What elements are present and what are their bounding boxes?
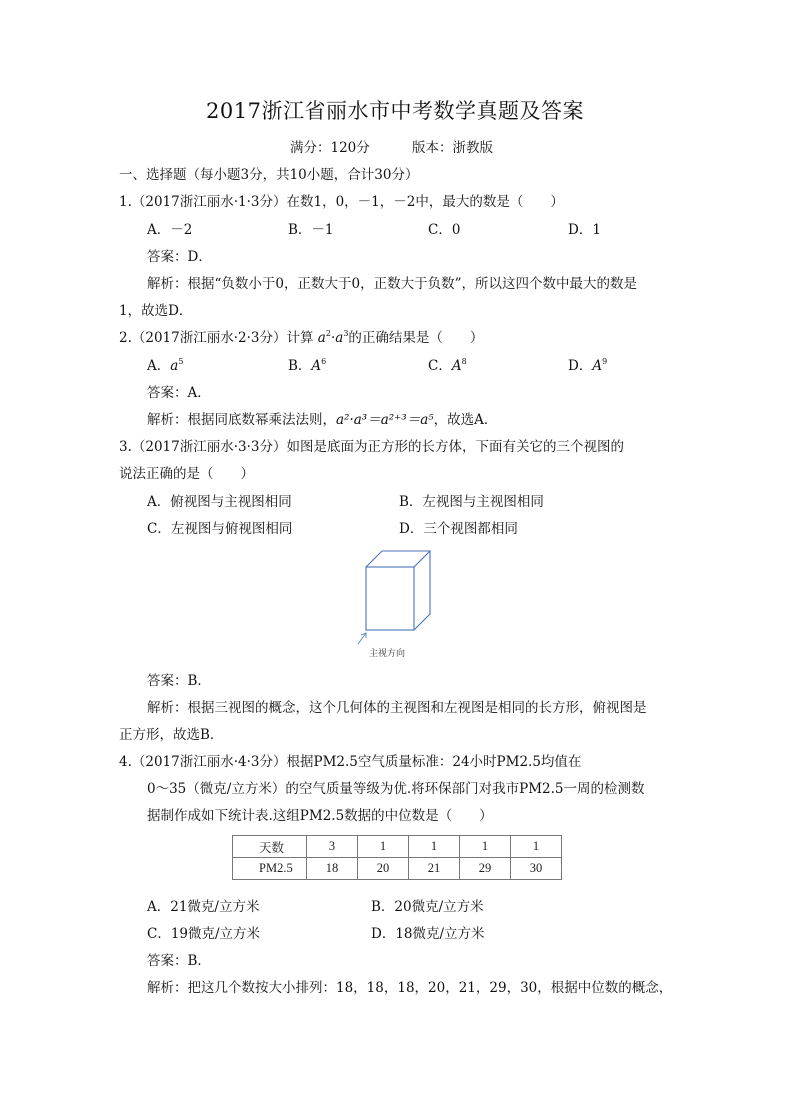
q4-option-d: D．18微克/立方米 [371, 926, 485, 942]
question-1-stem: 1.（2017浙江丽水·1·3分）在数1，0，－1，－2中，最大的数是（ ） [119, 194, 564, 210]
q2-option-c-var: A [451, 358, 462, 374]
q1-option-c: C．0 [428, 222, 461, 238]
view-direction-label: 主视方向 [369, 649, 406, 659]
table-cell: 30 [511, 858, 562, 880]
q2-option-a-var: a [170, 358, 179, 374]
cuboid-side-face [414, 551, 430, 630]
q2-expr-base-a: a [317, 330, 326, 346]
q2-expr-exp-1: 2 [325, 329, 331, 338]
table-row [233, 836, 562, 858]
q2-analysis-prefix: 解析：根据同底数幂乘法法则， [147, 412, 336, 428]
q1-analysis-line-1: 解析：根据“负数小于0，正数大于0，正数大于负数”，所以这四个数中最大的数是 [147, 276, 637, 292]
table-header-days: 天数 [233, 836, 307, 858]
question-4-stem-line-3: 据制作成如下统计表.这组PM2.5数据的中位数是（ ） [147, 808, 493, 824]
cuboid-figure [356, 547, 446, 647]
page-title: 2017浙江省丽水市中考数学真题及答案 [206, 99, 584, 123]
q1-option-d: D．1 [568, 222, 601, 238]
q2-option-a-exp: 5 [178, 357, 184, 366]
q2-option-b [288, 357, 326, 375]
version-info: 版本：浙教版 [412, 140, 493, 156]
q2-option-b-exp: 6 [321, 357, 327, 366]
q4-answer: 答案：B． [147, 953, 211, 969]
q1-option-a: A．－2 [147, 222, 193, 238]
q2-option-d-exp: 9 [602, 357, 608, 366]
q4-analysis-line-1: 解析：把这几个数按大小排列：18，18，18，20，21，29，30，根据中位数的概念， [147, 980, 673, 996]
section-heading: 一、选择题（每小题3分，共10小题，合计30分） [119, 167, 419, 183]
question-4-stem-line-2: 0～35（微克/立方米）的空气质量等级为优.将环保部门对我市PM2.5一周的检测数 [147, 781, 645, 797]
q4-option-a: A．21微克/立方米 [147, 899, 260, 915]
q3-option-d: D．三个视图都相同 [399, 521, 518, 537]
table-cell: 1 [460, 836, 511, 858]
q2-option-d-label: D． [568, 358, 593, 374]
q2-option-b-label: B． [288, 358, 312, 374]
q2-answer: 答案：A． [147, 385, 211, 401]
q4-option-c: C．19微克/立方米 [147, 926, 261, 942]
question-3-stem-line-1: 3.（2017浙江丽水·3·3分）如图是底面为正方形的长方体，下面有关它的三个视图的 [119, 439, 624, 455]
q3-analysis-line-1: 解析：根据三视图的概念，这个几何体的主视图和左视图是相同的长方形，俯视图是 [147, 700, 647, 716]
table-cell: 18 [307, 858, 358, 880]
q1-answer: 答案：D． [147, 249, 212, 265]
q2-option-c [428, 357, 467, 375]
q1-analysis-line-2: 1，故选D． [119, 303, 193, 319]
q3-option-b: B．左视图与主视图相同 [399, 494, 544, 510]
q2-analysis-expression: a²·a³＝a²⁺³＝a⁵ [336, 412, 434, 428]
table-row [233, 858, 562, 880]
q2-option-c-label: C． [428, 358, 452, 374]
q2-option-a-label: A． [147, 358, 171, 374]
table-header-pm25: PM2.5 [233, 858, 307, 880]
table-cell: 1 [409, 836, 460, 858]
question-3-stem-line-2: 说法正确的是（ ） [119, 466, 254, 482]
q2-expr-exp-2: 3 [343, 329, 349, 338]
cuboid-top-face [366, 551, 430, 567]
table-cell: 3 [307, 836, 358, 858]
q2-stem-prefix: 2.（2017浙江丽水·2·3分）计算 [119, 330, 318, 346]
q1-option-b: B．－1 [288, 222, 334, 238]
q4-option-b: B．20微克/立方米 [371, 899, 484, 915]
q2-option-b-var: A [311, 358, 322, 374]
q2-option-d [568, 357, 607, 375]
table-cell: 1 [358, 836, 409, 858]
view-direction-arrowhead [361, 633, 366, 638]
pm25-table [232, 835, 562, 880]
q2-expr-dot: · [330, 330, 336, 346]
q2-option-a [147, 357, 183, 375]
q2-option-c-exp: 8 [461, 357, 467, 366]
question-4-stem-line-1: 4.（2017浙江丽水·4·3分）根据PM2.5空气质量标准：24小时PM2.5均值在 [119, 754, 582, 770]
q3-answer: 答案：B． [147, 673, 211, 689]
cuboid-front-face [366, 567, 414, 630]
q2-analysis-suffix: ，故选A． [433, 412, 498, 428]
q3-analysis-line-2: 正方形，故选B． [119, 727, 224, 743]
q3-option-c: C．左视图与俯视图相同 [147, 521, 293, 537]
score-info: 满分：120分 [290, 140, 370, 156]
q2-option-d-var: A [592, 358, 603, 374]
q3-option-a: A．俯视图与主视图相同 [147, 494, 292, 510]
q2-expr-base-b: a [335, 330, 344, 346]
question-2-stem [119, 329, 483, 347]
table-cell: 29 [460, 858, 511, 880]
table-cell: 21 [409, 858, 460, 880]
table-cell: 1 [511, 836, 562, 858]
q2-analysis [147, 411, 497, 429]
q2-stem-suffix: 的正确结果是（ ） [348, 330, 484, 346]
table-cell: 20 [358, 858, 409, 880]
